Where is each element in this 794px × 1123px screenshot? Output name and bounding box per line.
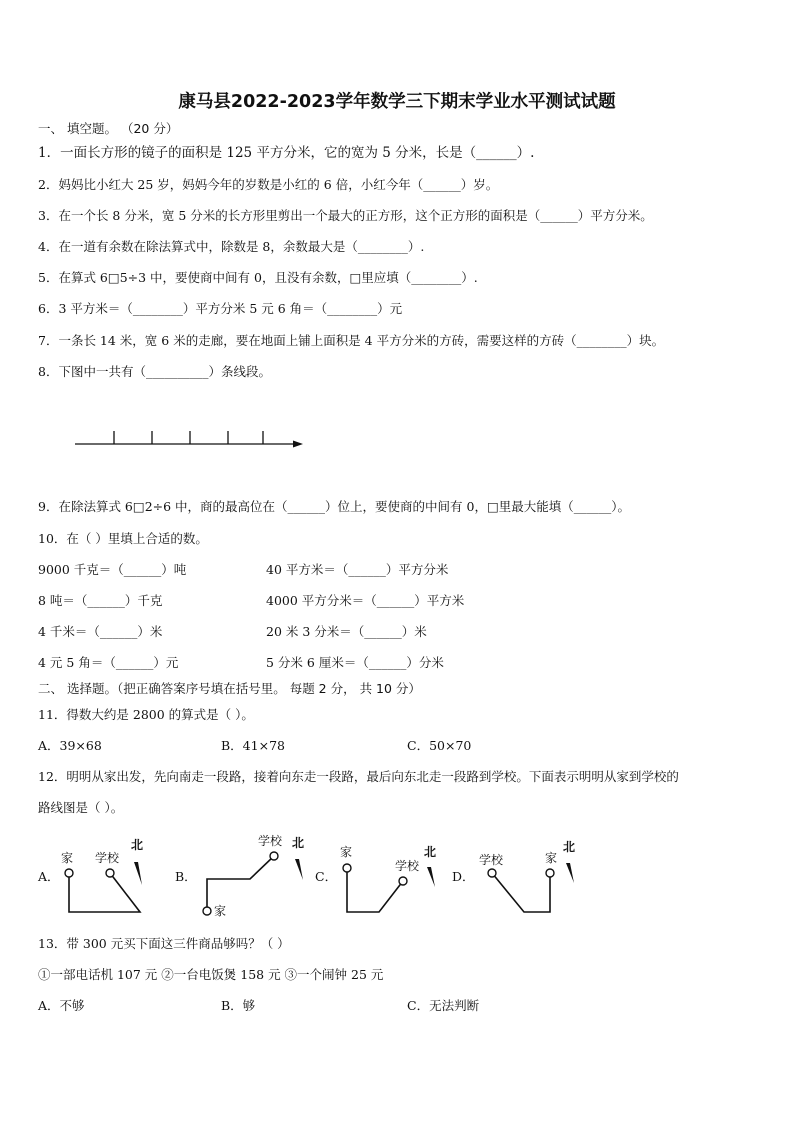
section-fill-in-heading: 一、 填空题。 （20 分） <box>38 121 179 136</box>
home-label: 家 <box>214 904 227 918</box>
q12-option-b-label: B． <box>175 869 197 884</box>
route-diagram-c <box>333 835 448 920</box>
question-12-line2: 路线图是（ ）。 <box>38 800 124 815</box>
home-label: 家 <box>340 845 353 859</box>
q11-option-c: C．50×70 <box>407 738 472 753</box>
q10-item: 40 平方米＝（______）平方分米 <box>266 562 449 577</box>
q10-item: 4 元 5 角＝（______）元 <box>38 655 179 670</box>
question-10: 10．在（ ）里填上合适的数。 <box>38 531 208 546</box>
question-3: 3．在一个长 8 分米，宽 5 分米的长方形里剪出一个最大的正方形，这个正方形的面积是（______）平方分米。 <box>38 208 653 223</box>
question-13: 13．带 300 元买下面这三件商品够吗？（ ） <box>38 936 290 951</box>
question-5: 5．在算式 6□5÷3 中，要使商中间有 0，且没有余数，□里应填（________）. <box>38 270 478 285</box>
q10-item: 4 千米＝（______）米 <box>38 624 163 639</box>
q12-option-c-label: C． <box>315 869 338 884</box>
north-label: 北 <box>424 845 437 859</box>
q10-item: 5 分米 6 厘米＝（______）分米 <box>266 655 444 670</box>
q10-item: 9000 千克＝（______）吨 <box>38 562 187 577</box>
home-label: 家 <box>545 851 558 865</box>
question-12-line1: 12．明明从家出发，先向南走一段路，接着向东走一段路，最后向东北走一段路到学校。下面表示明明从家到学校的 <box>38 769 679 784</box>
question-1: 1．一面长方形的镜子的面积是 125 平方分米，它的宽为 5 分米，长是（______）. <box>38 145 535 161</box>
north-arrow-icon <box>566 863 574 883</box>
north-arrow-icon <box>427 867 435 887</box>
route-diagram-d <box>470 835 585 920</box>
arrow-head-icon <box>293 441 303 448</box>
question-6: 6．3 平方米＝（________）平方分米 5 元 6 角＝（________）元 <box>38 301 403 316</box>
question-7: 7．一条长 14 米，宽 6 米的走廊，要在地面上铺上面积是 4 平方分米的方砖，需要这样的方砖（________）块。 <box>38 333 665 348</box>
q12-option-a-label: A． <box>38 869 60 884</box>
question-8: 8．下图中一共有（__________）条线段。 <box>38 364 271 379</box>
school-label: 学校 <box>479 853 504 867</box>
q10-item: 8 吨＝（______）千克 <box>38 593 163 608</box>
route-diagram-a <box>55 835 165 920</box>
page-title: 康马县2022-2023学年数学三下期末学业水平测试试题 <box>178 92 616 112</box>
question-9: 9．在除法算式 6□2÷6 中，商的最高位在（______）位上，要使商的中间有 0，□里最大能填（______）。 <box>38 499 631 514</box>
question-11: 11．得数大约是 2800 的算式是（ ）。 <box>38 707 254 722</box>
q10-item: 20 米 3 分米＝（______）米 <box>266 624 427 639</box>
question-2: 2．妈妈比小红大 25 岁，妈妈今年的岁数是小红的 6 倍，小红今年（______）岁。 <box>38 177 499 192</box>
q13-items: ①一部电话机 107 元 ②一台电饭煲 158 元 ③一个闹钟 25 元 <box>38 967 384 982</box>
section-choice-heading: 二、 选择题。（把正确答案序号填在括号里。 每题 2 分， 共 10 分） <box>38 681 421 696</box>
q13-option-a: A．不够 <box>38 998 85 1013</box>
line-segment-figure <box>70 425 310 455</box>
q11-option-b: B．41×78 <box>221 738 285 753</box>
q11-option-a: A．39×68 <box>38 738 102 753</box>
school-label: 学校 <box>258 834 283 848</box>
q13-option-c: C．无法判断 <box>407 998 480 1013</box>
north-arrow-icon <box>134 862 142 885</box>
school-label: 学校 <box>95 851 120 865</box>
q10-item: 4000 平方分米＝（______）平方米 <box>266 593 465 608</box>
north-label: 北 <box>292 836 305 850</box>
north-label: 北 <box>131 838 144 852</box>
school-label: 学校 <box>395 859 420 873</box>
home-label: 家 <box>61 851 74 865</box>
north-label: 北 <box>563 840 576 854</box>
north-arrow-icon <box>295 859 303 880</box>
q12-option-d-label: D． <box>452 869 475 884</box>
q13-option-b: B．够 <box>221 998 256 1013</box>
question-4: 4．在一道有余数在除法算式中，除数是 8，余数最大是（________）. <box>38 239 425 254</box>
route-diagram-b <box>195 830 315 922</box>
